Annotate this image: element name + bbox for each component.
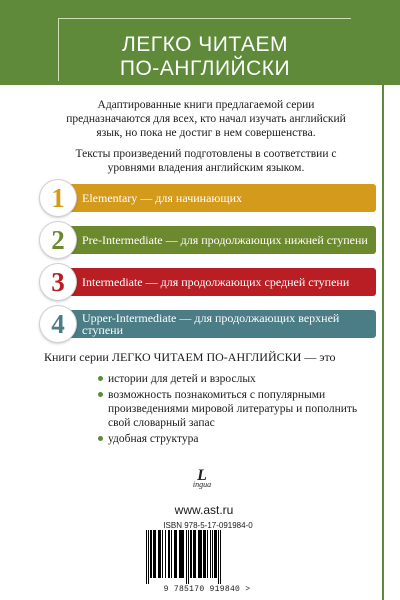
barcode-bar [183,530,184,578]
spine-stripe [382,85,384,600]
level-3-label: Intermediate — для продолжающих средней ступени [82,274,350,289]
barcode-bar [198,530,200,578]
barcode-bar [165,530,166,578]
barcode-bar [146,530,147,584]
level-3-number: 3 [40,264,76,300]
intro-text [56,98,356,182]
level-1 [40,180,376,216]
level-2-number: 2 [40,222,76,258]
list-item-text: удобная структура [108,433,199,445]
barcode-bar [171,530,172,578]
barcode-bar [179,530,181,578]
list-item-text: возможность познакомиться с популярными произведениями мировой литературы и пополнить свой словарный запас [108,389,358,429]
series-title-frame [58,18,351,81]
barcode-bar [205,530,206,578]
level-3 [40,264,376,300]
lingua-logo-mark: L [197,467,207,484]
barcode-bar [155,530,156,578]
intro-paragraph-1: Адаптированные книги предлагаемой серии предназначаются для всех, кто начал изучать английский язык, но пока не достиг в нем совершенства. [66,99,346,139]
level-1-label: Elementary — для начинающих [82,190,243,205]
intro-paragraph-2: Тексты произведений подготовлены в соответствии с уровнями владения английским языком. [75,148,337,174]
barcode-bar [162,530,163,578]
level-2 [40,222,376,258]
list-item [98,388,368,430]
barcode-bar [220,530,221,584]
barcode-bar [176,530,177,578]
series-title-line-1: ЛЕГКО ЧИТАЕМ [121,33,289,56]
publisher-website: www.ast.ru [174,503,234,517]
level-4-label: Upper-Intermediate — для продолжающих верхней ступени [82,310,340,337]
barcode-bar [200,530,202,578]
isbn-number: ISBN 978-5-17-091984-0 [163,521,253,530]
barcode-bar [174,530,176,578]
series-title-line-2: ПО-АНГЛИЙСКИ [119,57,291,80]
level-4-number: 4 [40,306,76,342]
barcode-bar [218,530,219,584]
lingua-logo [182,467,222,493]
barcode-bar [214,530,216,578]
barcode-bar [207,530,208,578]
barcode-bar [195,530,196,578]
list-item [98,372,368,386]
feature-list [98,372,368,448]
barcode-bar [216,530,217,578]
barcode-bar [150,530,152,578]
lingua-logo-word: ingua [192,480,212,489]
barcode-bar [160,530,161,578]
barcode-bar [212,530,213,578]
barcode [140,530,274,594]
bullet-icon [98,376,103,381]
list-item-text: истории для детей и взрослых [108,373,256,385]
barcode-bar [186,530,187,584]
cover-header [0,0,400,85]
barcode-bar [190,530,192,578]
level-2-label: Pre-Intermediate — для продолжающих нижней ступени [82,232,368,247]
barcode-bar [148,530,149,584]
barcode-bar [210,530,211,578]
list-item [98,432,368,446]
barcode-bar [193,530,195,578]
barcode-bars [140,530,274,584]
barcode-bar [181,530,183,578]
barcode-bar [168,530,170,578]
barcode-bar [188,530,189,584]
barcode-bar [203,530,205,578]
bullet-icon [98,392,103,397]
bullet-icon [98,436,103,441]
barcode-bar [153,530,155,578]
barcode-bar [158,530,160,578]
barcode-digits: 9 785170 919840 > [163,585,251,594]
series-description-heading: Книги серии ЛЕГКО ЧИТАЕМ ПО-АНГЛИЙСКИ — это [44,350,336,364]
level-4 [40,306,376,342]
level-1-number: 1 [40,180,76,216]
